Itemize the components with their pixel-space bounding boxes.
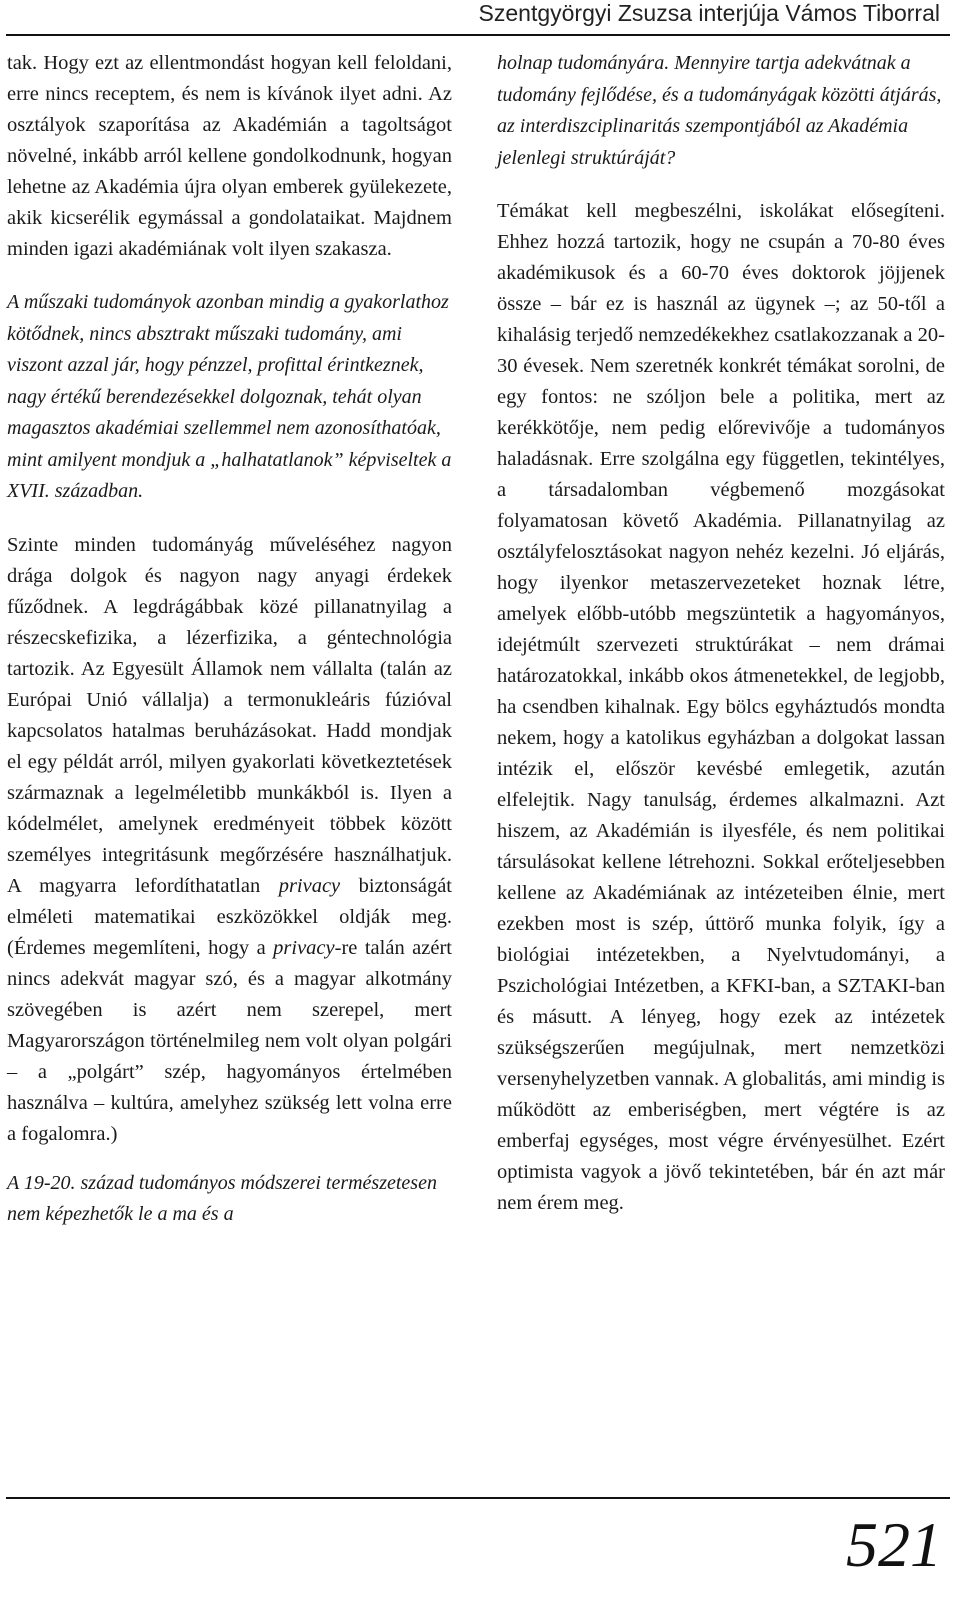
answer-paragraph-3: Témákat kell megbeszélni, iskolákat elősegíteni. Ehhez hozzá tartozik, hogy ne csupán a 70-80 éves akadémikusok és a 60-70 éves doktorok jöjjenek össze – bár ez is használ az ügynek –; az 50-től a kihalásig terjedő nemzedékekhez csatlakozzanak a 20-30 évesek. Nem szeretnék konkrét témákat sorolni, de egy fontos: ne szóljon bele a politika, mert az kerékkötője, nem pedig előrevivője a tudományos haladásnak. Erre szolgálna egy független, tekintélyes, a társadalomban végbemenő mozgásokat folyamatosan követő Akadémia. Pillanatnyilag az osztályfelosztásokat nagyon nehéz kezelni. Jó eljárás, hogy ilyenkor metaszervezeteket hoznak létre, amelyek előbb-utóbb megszüntetik a hagyományos, idejétmúlt szervezeti struktúrákat – nem drámai határozatokkal, inkább okos átmenetekkel, de legjobb, ha csendben kihalnak. Egy bölcs egyháztudós mondta nekem, hogy a katolikus egyházban a dolgokat lassan intézik el, először kevésbé emlegetik, azután elfelejtik. Nagy tanulság, érdemes alkalmazni. Azt hiszem, az Akadémián is ilyesféle, és nem politikai társulásokat kellene létrehozni. Sokkal erőteljesebben kellene az Akadémiának az intézeteiben élnie, mert ezekben most is szép, úttörő munka folyik, így a biológiai intézetekben, a Nyelvtudományi, a Pszichológiai Intézetben, a KFKI-ban, a SZTAKI-ban és másutt. A lényeg, hogy ezek az intézetek szükségszerűen megújulnak, mert nemzetközi versenyhelyzetben vannak. A globalitás, ami mindig is működött az emberiségben, mert végtére is az emberfaj egységes, most végre érvényesülhet. Ezért optimista vagyok a jövő tekintetében, bár én azt már nem érem meg. [497, 200, 945, 1214]
running-header: Szentgyörgyi Zsuzsa interjúja Vámos Tiborral [478, 0, 940, 26]
header-divider [6, 34, 950, 36]
answer-paragraph-1: tak. Hogy ezt az ellentmondást hogyan kell feloldani, erre nincs receptem, és nem is kívánok ilyet adni. Az osztályok szaporítása az Akadémián a tagoltságot növelné, inkább arról kellene gondolkodnunk, hogyan lehetne az Akadémia újra olyan emberek gyülekezete, akik kicserélik egymással a gondolataikat. Majdnem minden igazi akadémiának volt ilyen szakasza. [7, 52, 452, 260]
footer-divider [6, 1497, 950, 1499]
interviewer-question-1: A műszaki tudományok azonban mindig a gyakorlathoz kötődnek, nincs absztrakt műszaki tudomány, ami viszont azzal jár, hogy pénzzel, profittal érintkeznek, nagy értékű berendezésekkel dolgoznak, tehát olyan magasztos akadémiai szellemmel nem azonosíthatóak, mint amilyent mondjuk a „halhatatlanok” képviseltek a XVII. században. [7, 291, 452, 502]
interviewer-question-2: A 19-20. század tudományos módszerei természetesen nem képezhetők le a ma és a [7, 1171, 437, 1225]
privacy-term: privacy [273, 936, 335, 959]
answer-paragraph-2: Szinte minden tudományág műveléséhez nagyon drága dolgok és nagyon nagy anyagi érdekek fűződnek. A legdrágábbak közé pillanatnyilag a részecskefizika, a lézerfizika, a géntechnológia tartozik. Az Egyesült Államok nem vállalta (talán az Európai Unió vállalja) a termonukleáris fúzióval kapcsolatos hatalmas beruházásokat. Hadd mondjak el egy példát arról, milyen gyakorlati következtetések származnak a legelméletibb munkákból is. Ilyen a kódelmélet, amelynek eredményeit többek között személyes integritásunk megőrzésére használhatjuk. A magyarra lefordíthatatlan privacy biztonságát elméleti matematikai eszközökkel oldják meg. (Érdemes megemlíteni, hogy a privacy-re talán azért nincs adekvát magyar szó, és a magyar alkotmány szövegében is azért nem szerepel, mert Magyarországon történelmileg nem volt olyan polgári – a „polgárt” szép, hagyományos értelmében használva – kultúra, amelyhez szükség lett volna erre a fogalomra.) [7, 533, 452, 1145]
left-column [7, 48, 452, 1231]
privacy-term: privacy [278, 874, 341, 897]
page-number: 521 [846, 1509, 942, 1580]
interviewer-question-2-continued: holnap tudományára. Mennyire tartja adekvátnak a tudomány fejlődése, és a tudományágak közötti átjárás, az interdiszciplinaritás szempontjából az Akadémia jelenlegi struktúráját? [497, 52, 942, 169]
right-column [497, 48, 945, 1219]
